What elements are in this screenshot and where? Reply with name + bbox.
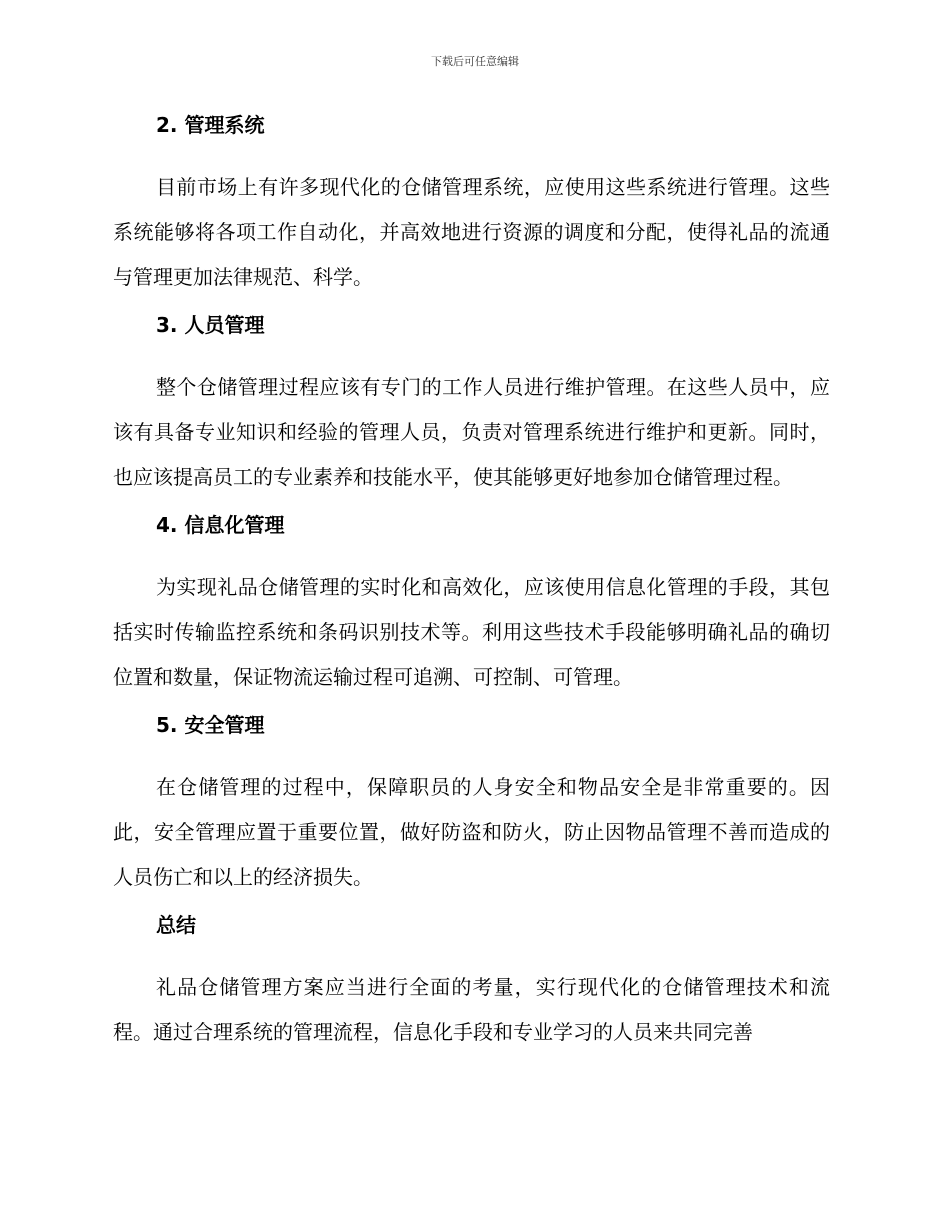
page-header-note: 下载后可任意编辑 [431,55,519,68]
section-paragraph: 为实现礼品仓储管理的实时化和高效化，应该使用信息化管理的手段，其包括实时传输监控系统和条码识别技术等。利用这些技术手段能够明确礼品的确切位置和数量，保证物流运输过程可追溯、可控制、可管理。 [113,575,830,689]
section-heading: 5. 安全管理 [156,713,265,737]
section-paragraph: 目前市场上有许多现代化的仓储管理系统，应使用这些系统进行管理。这些系统能够将各项工作自动化，并高效地进行资源的调度和分配，使得礼品的流通与管理更加法律规范、科学。 [113,175,830,289]
section-paragraph: 在仓储管理的过程中，保障职员的人身安全和物品安全是非常重要的。因此，安全管理应置于重要位置，做好防盗和防火，防止因物品管理不善而造成的人员伤亡和以上的经济损失。 [113,775,830,889]
section-heading: 4. 信息化管理 [156,513,285,537]
section-heading: 总结 [156,913,196,937]
section-information-management [113,510,830,710]
section-paragraph: 整个仓储管理过程应该有专门的工作人员进行维护管理。在这些人员中，应该有具备专业知识和经验的管理人员，负责对管理系统进行维护和更新。同时，也应该提高员工的专业素养和技能水平，使其能够更好地参加仓储管理过程。 [113,375,830,489]
section-summary [113,910,830,1055]
section-paragraph: 礼品仓储管理方案应当进行全面的考量，实行现代化的仓储管理技术和流程。通过合理系统的管理流程，信息化手段和专业学习的人员来共同完善 [113,975,830,1044]
section-management-system [113,110,830,310]
section-heading: 2. 管理系统 [156,113,265,137]
document-body [113,110,830,1055]
section-safety-management [113,710,830,910]
section-personnel-management [113,310,830,510]
section-heading: 3. 人员管理 [156,313,265,337]
